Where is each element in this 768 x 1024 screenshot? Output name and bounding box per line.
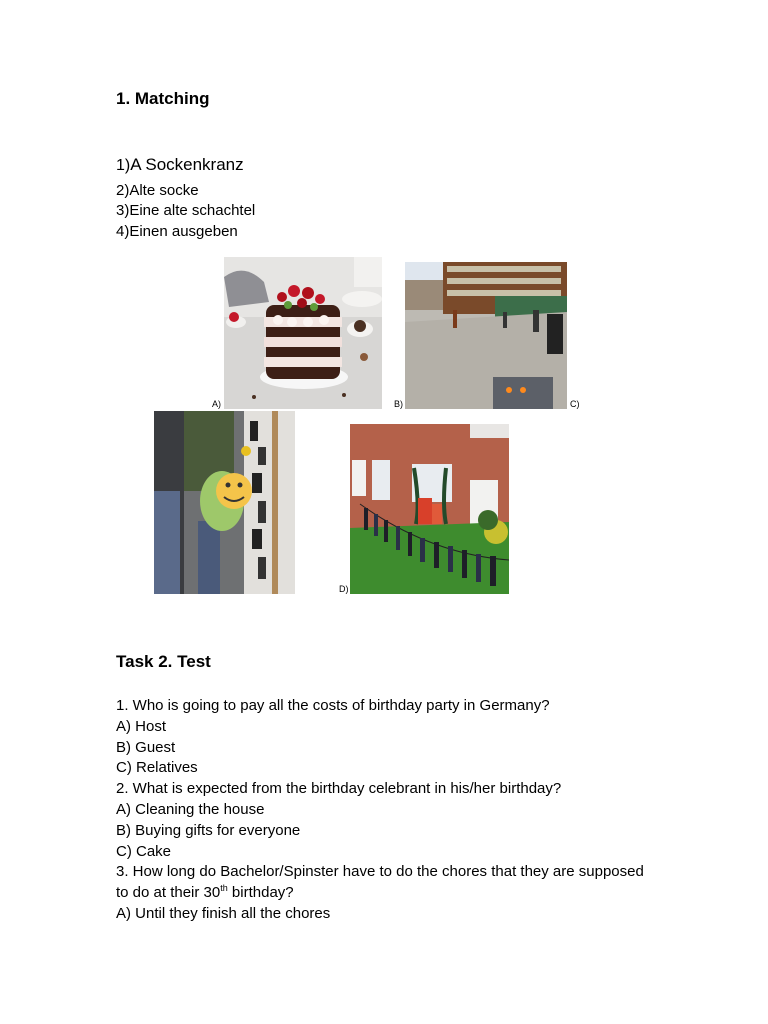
matching-item-text: Einen ausgeben bbox=[129, 223, 238, 240]
matching-item-number: 2) bbox=[116, 182, 130, 199]
matching-item-2 bbox=[116, 182, 199, 199]
matching-item-4 bbox=[116, 223, 238, 240]
answer-option: B) Guest bbox=[116, 738, 176, 756]
photo-town-square bbox=[405, 262, 567, 409]
answer-option: C) Relatives bbox=[116, 759, 198, 777]
matching-item-text: Eine alte schachtel bbox=[129, 202, 256, 219]
answer-option: C) Cake bbox=[116, 842, 172, 860]
question-2: 2. What is expected from the birthday celebrant in his/her birthday? bbox=[116, 780, 562, 798]
ordinal-suffix: th bbox=[220, 883, 228, 894]
matching-item-number: 1) bbox=[116, 157, 131, 174]
question-3-text: 3. How long do Bachelor/Spinster have to do the chores that they are supposed to do at their 30 bbox=[116, 863, 644, 902]
matching-item-1 bbox=[116, 155, 244, 175]
photo-box-chain bbox=[154, 411, 295, 594]
photo-label-b: B) bbox=[394, 399, 403, 409]
answer-option: A) Until they finish all the chores bbox=[116, 904, 331, 922]
photo-label-a: A) bbox=[212, 399, 221, 409]
question-3 bbox=[116, 862, 646, 904]
matching-item-number: 4) bbox=[116, 223, 130, 240]
matching-item-text: A Sockenkranz bbox=[130, 155, 244, 174]
test-questions bbox=[116, 696, 646, 925]
question-3-text-end: birthday? bbox=[227, 884, 294, 902]
matching-item-text: Alte socke bbox=[129, 182, 199, 199]
photo-sock-garland bbox=[350, 424, 509, 594]
answer-option: A) Host bbox=[116, 717, 167, 735]
photo-cake bbox=[224, 257, 382, 409]
matching-item-number: 3) bbox=[116, 202, 130, 219]
answer-option: B) Buying gifts for everyone bbox=[116, 821, 301, 839]
photo-label-d: D) bbox=[339, 584, 349, 594]
answer-option: A) Cleaning the house bbox=[116, 800, 265, 818]
question-1: 1. Who is going to pay all the costs of birthday party in Germany? bbox=[116, 697, 550, 714]
photo-label-c: C) bbox=[570, 399, 580, 409]
section-heading-matching: 1. Matching bbox=[116, 89, 210, 108]
matching-item-3 bbox=[116, 202, 255, 219]
section-heading-test: Task 2. Test bbox=[116, 652, 211, 671]
